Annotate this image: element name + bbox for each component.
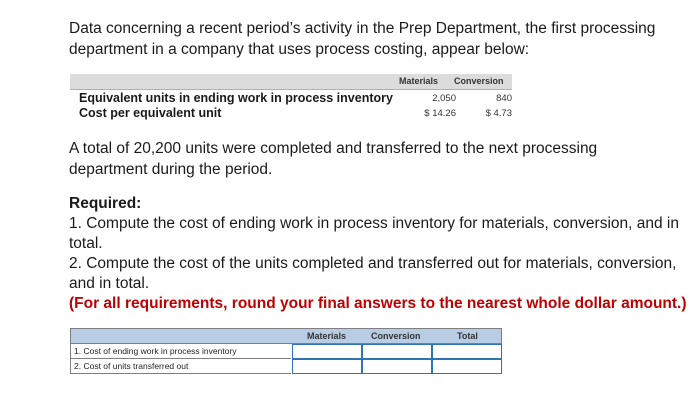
ending-wip-materials-input[interactable] (292, 344, 362, 359)
ending-wip-total-input[interactable] (432, 344, 502, 359)
conversion-value: $ 4.73 (485, 108, 512, 119)
transferred-out-conversion-input[interactable] (362, 359, 432, 374)
materials-value: $ 14.26 (424, 108, 456, 119)
answer-total-header: Total (457, 331, 478, 341)
table-row (70, 359, 502, 374)
row-label: Equivalent units in ending work in process inventory (79, 91, 393, 105)
materials-header: Materials (399, 76, 439, 86)
row-label: 1. Cost of ending work in process inventory (70, 344, 291, 359)
requirement-2: 2. Compute the cost of the units completed and transferred out for materials, conversion, and in total. (69, 255, 677, 292)
transferred-out-total-input[interactable] (432, 359, 502, 374)
transferred-out-materials-input[interactable] (292, 359, 362, 374)
answer-conversion-header: Conversion (371, 331, 421, 341)
row-label: Cost per equivalent unit (79, 106, 222, 120)
answer-table (70, 328, 502, 374)
cost-per-unit-row (70, 105, 512, 120)
requirements-section (69, 194, 694, 314)
rounding-note: (For all requirements, round your final answers to the nearest whole dollar amount.) (69, 295, 687, 312)
requirement-1: 1. Compute the cost of ending work in process inventory for materials, conversion, and in total. (69, 215, 679, 252)
equivalent-units-row (70, 90, 512, 105)
answer-materials-header: Materials (307, 331, 347, 341)
conversion-value: 840 (496, 93, 512, 104)
problem-intro: Data concerning a recent period’s activity in the Prep Department, the first processing department in a company that uses process costing, appear below: (69, 20, 656, 58)
row-label: 2. Cost of units transferred out (70, 359, 291, 374)
given-data-header (70, 74, 512, 90)
conversion-header: Conversion (454, 76, 504, 86)
given-data-table (70, 74, 512, 120)
table-row (70, 344, 502, 359)
materials-value: 2,050 (432, 93, 456, 104)
ending-wip-conversion-input[interactable] (362, 344, 432, 359)
transferred-units-paragraph: A total of 20,200 units were completed and transferred to the next processing department during the period. (69, 140, 598, 178)
required-title: Required: (69, 195, 142, 212)
answer-table-header (70, 328, 502, 344)
